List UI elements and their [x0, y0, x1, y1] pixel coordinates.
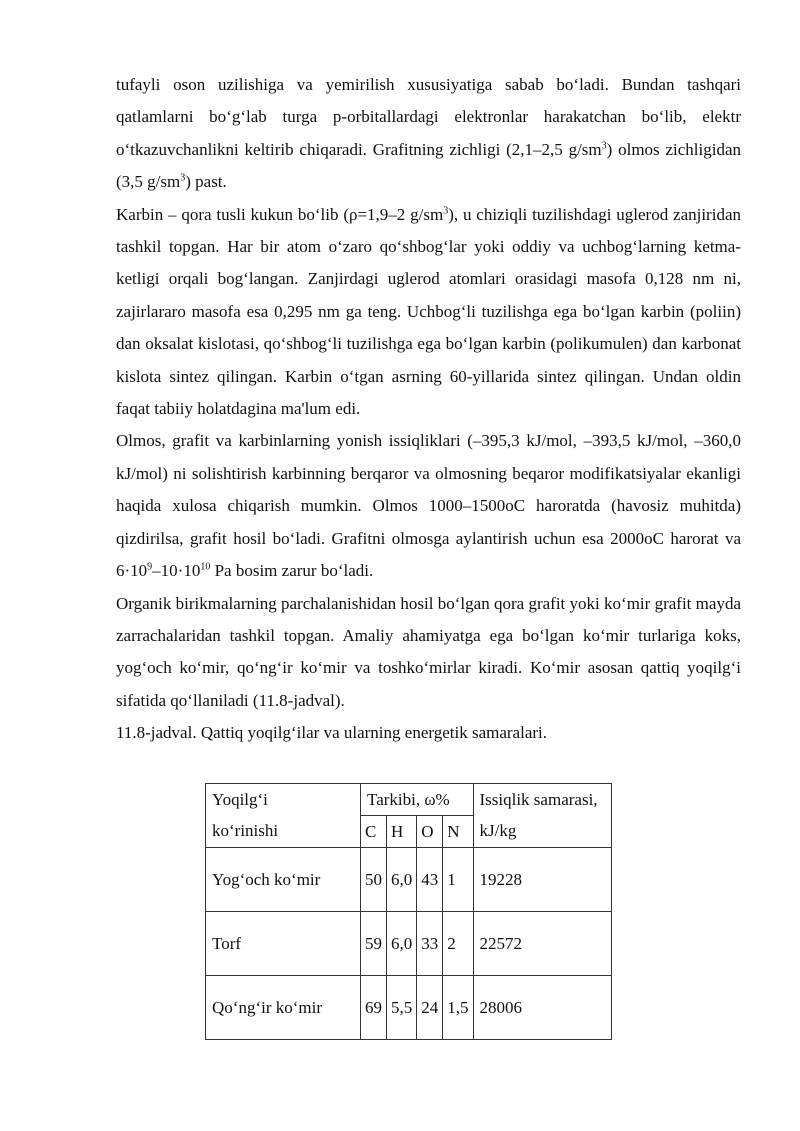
table-row	[206, 912, 612, 976]
body-text	[116, 69, 741, 750]
header-heat-line2: kJ/kg	[479, 821, 517, 840]
cell-n: 1	[443, 848, 473, 912]
table-row	[206, 976, 612, 1040]
cell-c: 50	[361, 848, 387, 912]
paragraph-heat-part-a: Olmos, grafit va karbinlarning yonish issiqliklari (–395,3 kJ/mol, –393,5 kJ/mol, –360,0 kJ/mol) ni solishtirish karbinning berqaror va olmosning beqaror modifikatsiyalar ekanligi haqida xulosa chiqarish mumkin. Olmos 1000–1500oC haroratda (havosiz muhitda) qizdirilsa, grafit hosil boʻladi. Grafitni olmosga aylantirish uchun esa 2000oC harorat va 6·10	[116, 431, 741, 581]
table-header-row	[206, 784, 612, 816]
superscript: 10	[200, 561, 211, 573]
paragraph-graphite	[116, 69, 741, 199]
cell-o: 43	[417, 848, 443, 912]
cell-fuel-name: Torf	[206, 912, 361, 976]
paragraph-combustion-heat	[116, 425, 741, 587]
cell-h: 6,0	[387, 848, 417, 912]
cell-n: 2	[443, 912, 473, 976]
header-fuel-type	[206, 784, 361, 848]
header-col-h: H	[387, 816, 417, 848]
superscript: 9	[147, 561, 153, 573]
cell-heat: 28006	[473, 976, 611, 1040]
cell-h: 5,5	[387, 976, 417, 1040]
cell-fuel-name: Yogʻoch koʻmir	[206, 848, 361, 912]
table-row	[206, 848, 612, 912]
paragraph-coal: Organik birikmalarning parchalanishidan hosil boʻlgan qora grafit yoki koʻmir grafit mayda zarrachalaridan tashkil topgan. Amaliy ahamiyatga ega boʻlgan koʻmir turlariga koks, yogʻoch koʻmir, qoʻngʻir koʻmir va toshkoʻmirlar kiradi. Koʻmir asosan qattiq yoqilgʻi sifatida qoʻllaniladi (11.8-jadval).	[116, 593, 741, 710]
header-composition: Tarkibi, ω%	[361, 784, 474, 816]
cell-c: 69	[361, 976, 387, 1040]
paragraph-carbyne	[116, 199, 741, 426]
header-col-c: C	[361, 816, 387, 848]
paragraph-graphite-part-c: ) past.	[185, 172, 227, 192]
header-heat	[473, 784, 611, 848]
cell-c: 59	[361, 912, 387, 976]
table-caption: 11.8-jadval. Qattiq yoqilgʻilar va ularning energetik samaralari.	[116, 723, 547, 743]
cell-fuel-name: Qoʻngʻir koʻmir	[206, 976, 361, 1040]
header-col-n: N	[443, 816, 473, 848]
superscript: 3	[601, 140, 607, 152]
paragraph-heat-part-c: Pa bosim zarur boʻladi.	[210, 561, 374, 581]
paragraph-carbyne-part-a: Karbin – qora tusli kukun boʻlib (ρ=1,9–2 g/sm	[116, 204, 444, 224]
cell-h: 6,0	[387, 912, 417, 976]
cell-o: 24	[417, 976, 443, 1040]
header-fuel-type-line1: Yoqilgʻi	[212, 790, 268, 809]
header-heat-line1: Issiqlik samarasi,	[479, 790, 598, 809]
paragraph-graphite-part-b: ) olmos zichligidan (3,5 g/sm	[116, 139, 741, 192]
paragraph-heat-part-b: –10·10	[152, 561, 201, 581]
cell-heat: 22572	[473, 912, 611, 976]
cell-n: 1,5	[443, 976, 473, 1040]
fuel-table	[205, 783, 612, 1040]
superscript: 3	[443, 204, 449, 216]
cell-heat: 19228	[473, 848, 611, 912]
superscript: 3	[180, 172, 186, 184]
header-col-o: O	[417, 816, 443, 848]
header-fuel-type-line2: koʻrinishi	[212, 821, 279, 840]
paragraph-carbyne-part-b: ), u chiziqli tuzilishdagi uglerod zanjiridan tashkil topgan. Har bir atom oʻzaro qoʻshbogʻlar yoki oddiy va uchbogʻlarning ketma-ketligi orqali bogʻlangan. Zanjirdagi uglerod atomlari orasidagi masofa 0,128 nm ni, zajirlararo masofa esa 0,295 nm ga teng. Uchbogʻli tuzilishga ega boʻlgan karbin (poliin) dan oksalat kislotasi, qoʻshbogʻli tuzilishga ega boʻlgan karbin (polikumulen) dan karbonat kislota sintez qilingan. Karbin oʻtgan asrning 60-yillarida sintez qilingan. Undan oldin faqat tabiiy holatdagina ma'lum edi.	[116, 204, 741, 419]
paragraph-graphite-part-a: tufayli oson uzilishiga va yemirilish xususiyatiga sabab boʻladi. Bundan tashqari qatlamlarni boʻgʻlab turga p-orbitallardagi elektronlar harakatchan boʻlib, elektr oʻtkazuvchanlikni keltirib chiqaradi. Grafitning zichligi (2,1–2,5 g/sm	[116, 75, 741, 159]
cell-o: 33	[417, 912, 443, 976]
